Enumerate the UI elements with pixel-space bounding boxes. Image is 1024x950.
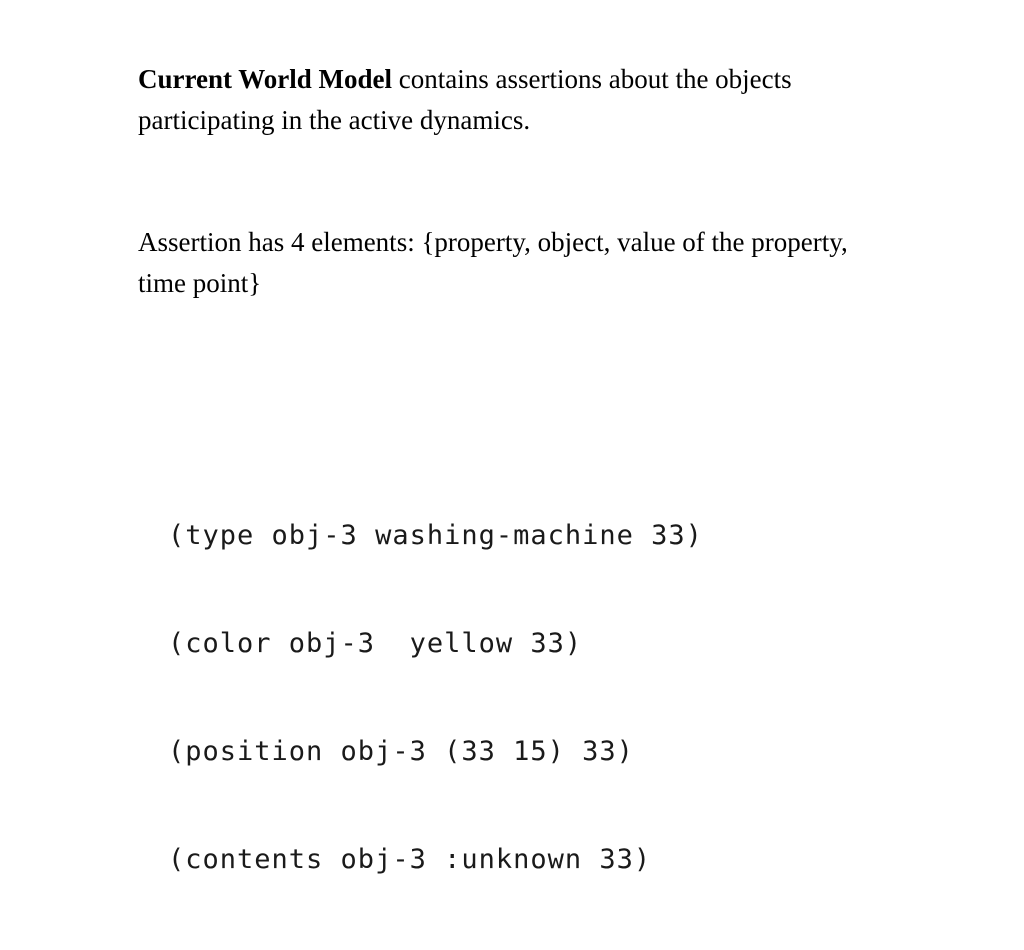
assertion-line-color: (color obj-3 yellow 33) (168, 628, 583, 659)
assertion-line-position: (position obj-3 (33 15) 33) (168, 736, 634, 767)
assertion-description: Assertion has 4 elements: {property, object, value of the property, time point} (138, 227, 848, 298)
world-model-description-text: contains assertions about the objects participating in the active dynamics. (138, 64, 792, 135)
assertion-examples (168, 446, 828, 950)
current-world-model-term: Current World Model (138, 64, 392, 94)
assertion-line-type: (type obj-3 washing-machine 33) (168, 520, 703, 551)
assertion-line-contents: (contents obj-3 :unknown 33) (168, 844, 652, 875)
world-model-description (138, 59, 878, 141)
